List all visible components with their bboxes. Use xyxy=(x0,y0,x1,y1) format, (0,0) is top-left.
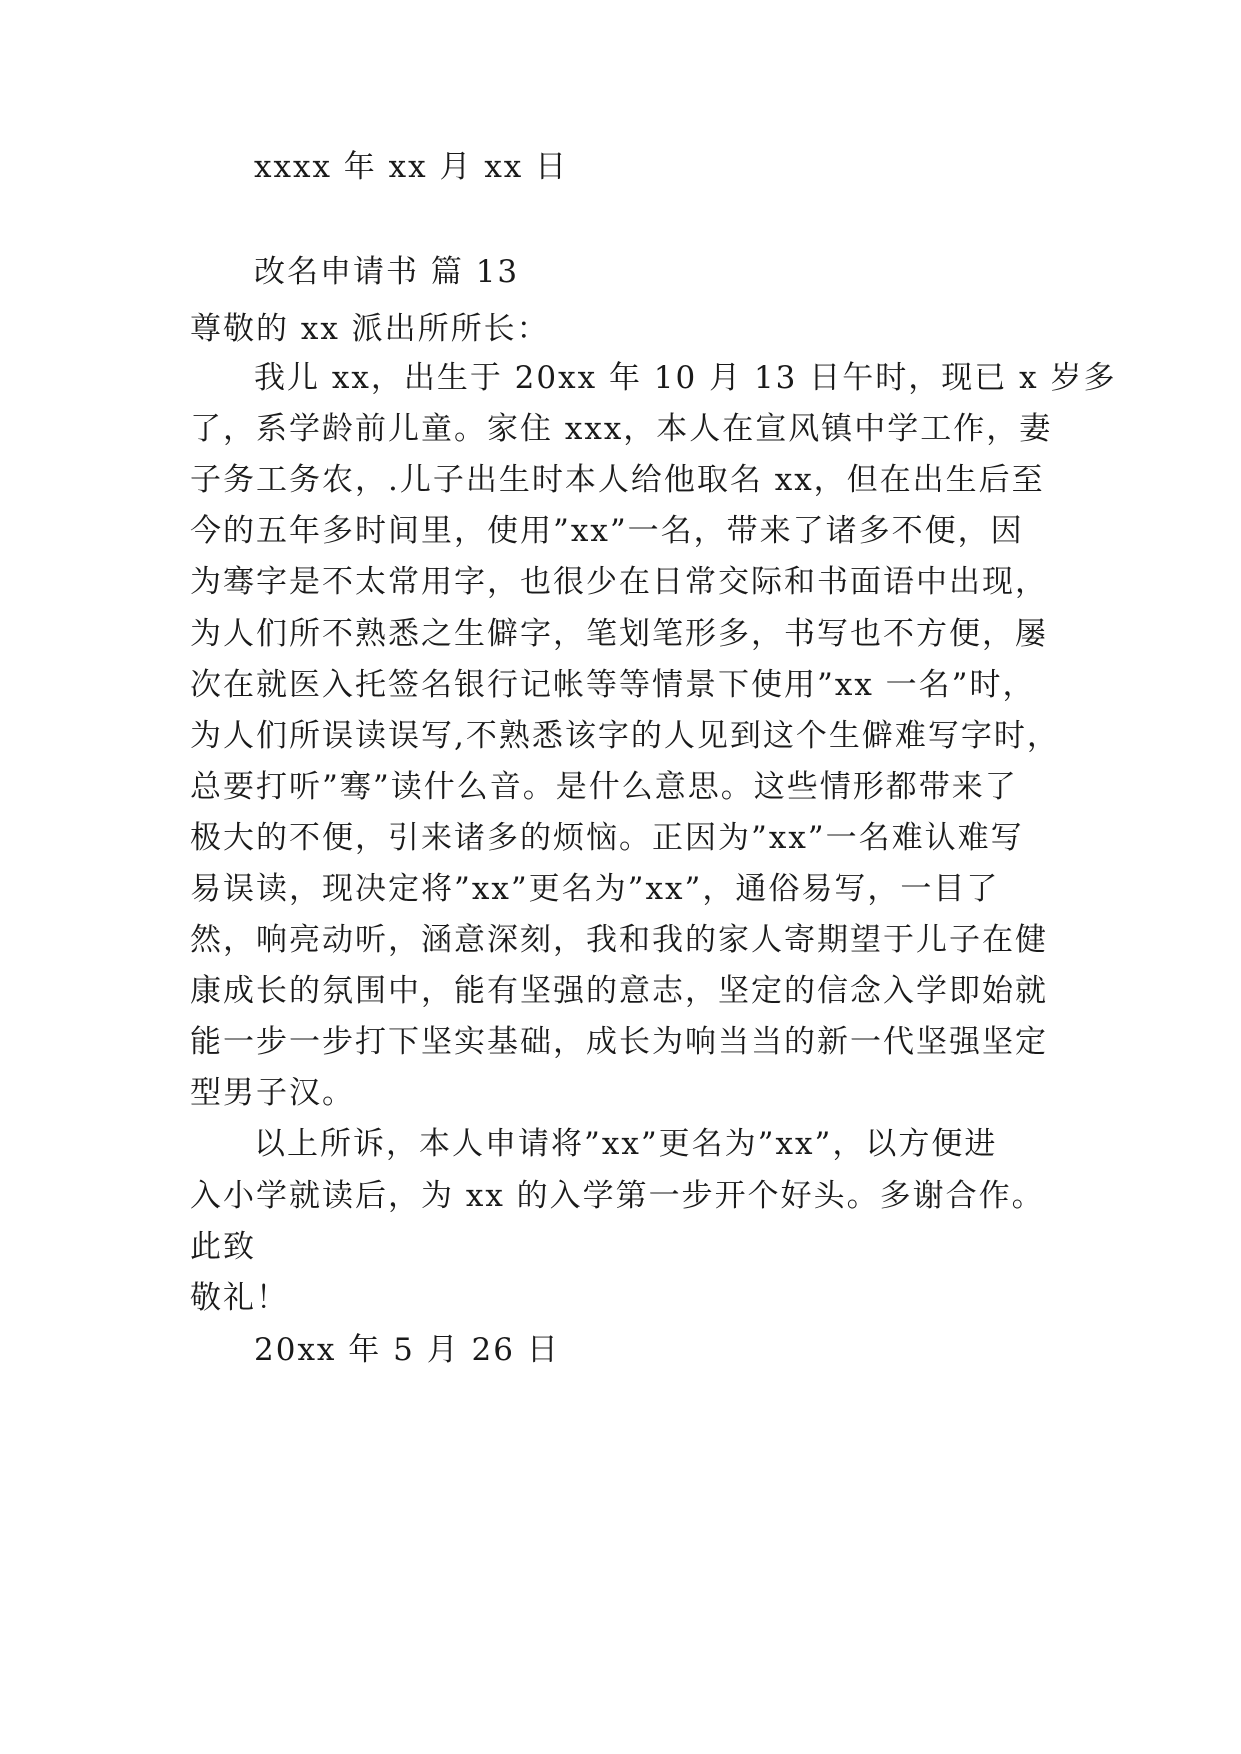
paragraph1-line: 为人们所误读误写,不熟悉该字的人见到这个生僻难写字时， xyxy=(190,718,1060,754)
document-heading: 改名申请书 篇 13 xyxy=(254,254,520,290)
paragraph1-line: 极大的不便，引来诸多的烦恼。正因为”xx”一名难认难写 xyxy=(190,820,1024,856)
salutation: 尊敬的 xx 派出所所长： xyxy=(190,311,550,347)
paragraph2-line: 以上所诉，本人申请将”xx”更名为”xx”，以方便进 xyxy=(254,1126,998,1162)
paragraph1-line: 易误读，现决定将”xx”更名为”xx”，通俗易写，一目了 xyxy=(190,871,1000,907)
paragraph1-line: 型男子汉。 xyxy=(190,1075,355,1111)
paragraph1-line: 能一步一步打下坚实基础，成长为响当当的新一代坚强坚定 xyxy=(190,1024,1048,1060)
paragraph1-line: 我儿 xx，出生于 20xx 年 10 月 13 日午时，现已 x 岁多 xyxy=(254,360,1117,396)
paragraph2-line: 入小学就读后，为 xx 的入学第一步开个好头。多谢合作。 xyxy=(190,1178,1045,1214)
paragraph1-line: 今的五年多时间里，使用”xx”一名，带来了诸多不便，因 xyxy=(190,513,1024,549)
paragraph1-line: 总要打听”骞”读什么音。是什么意思。这些情形都带来了 xyxy=(190,769,1018,805)
signature-date: 20xx 年 5 月 26 日 xyxy=(254,1332,560,1368)
paragraph1-line: 康成长的氛围中，能有坚强的意志，坚定的信念入学即始就 xyxy=(190,973,1048,1009)
top-date: xxxx 年 xx 月 xx 日 xyxy=(254,149,569,185)
closing-ci-zhi: 此致 xyxy=(190,1229,256,1265)
closing-jing-li: 敬礼！ xyxy=(190,1280,289,1316)
paragraph1-line: 了，系学龄前儿童。家住 xxx，本人在宣风镇中学工作，妻 xyxy=(190,411,1053,447)
paragraph1-line: 然，响亮动听，涵意深刻，我和我的家人寄期望于儿子在健 xyxy=(190,922,1048,958)
paragraph1-line: 为人们所不熟悉之生僻字，笔划笔形多，书写也不方便，屡 xyxy=(190,616,1048,652)
paragraph1-line: 为骞字是不太常用字，也很少在日常交际和书面语中出现， xyxy=(190,564,1048,600)
paragraph1-line: 次在就医入托签名银行记帐等等情景下使用”xx 一名”时， xyxy=(190,667,1036,703)
paragraph1-line: 子务工务农，.儿子出生时本人给他取名 xx，但在出生后至 xyxy=(190,462,1045,498)
